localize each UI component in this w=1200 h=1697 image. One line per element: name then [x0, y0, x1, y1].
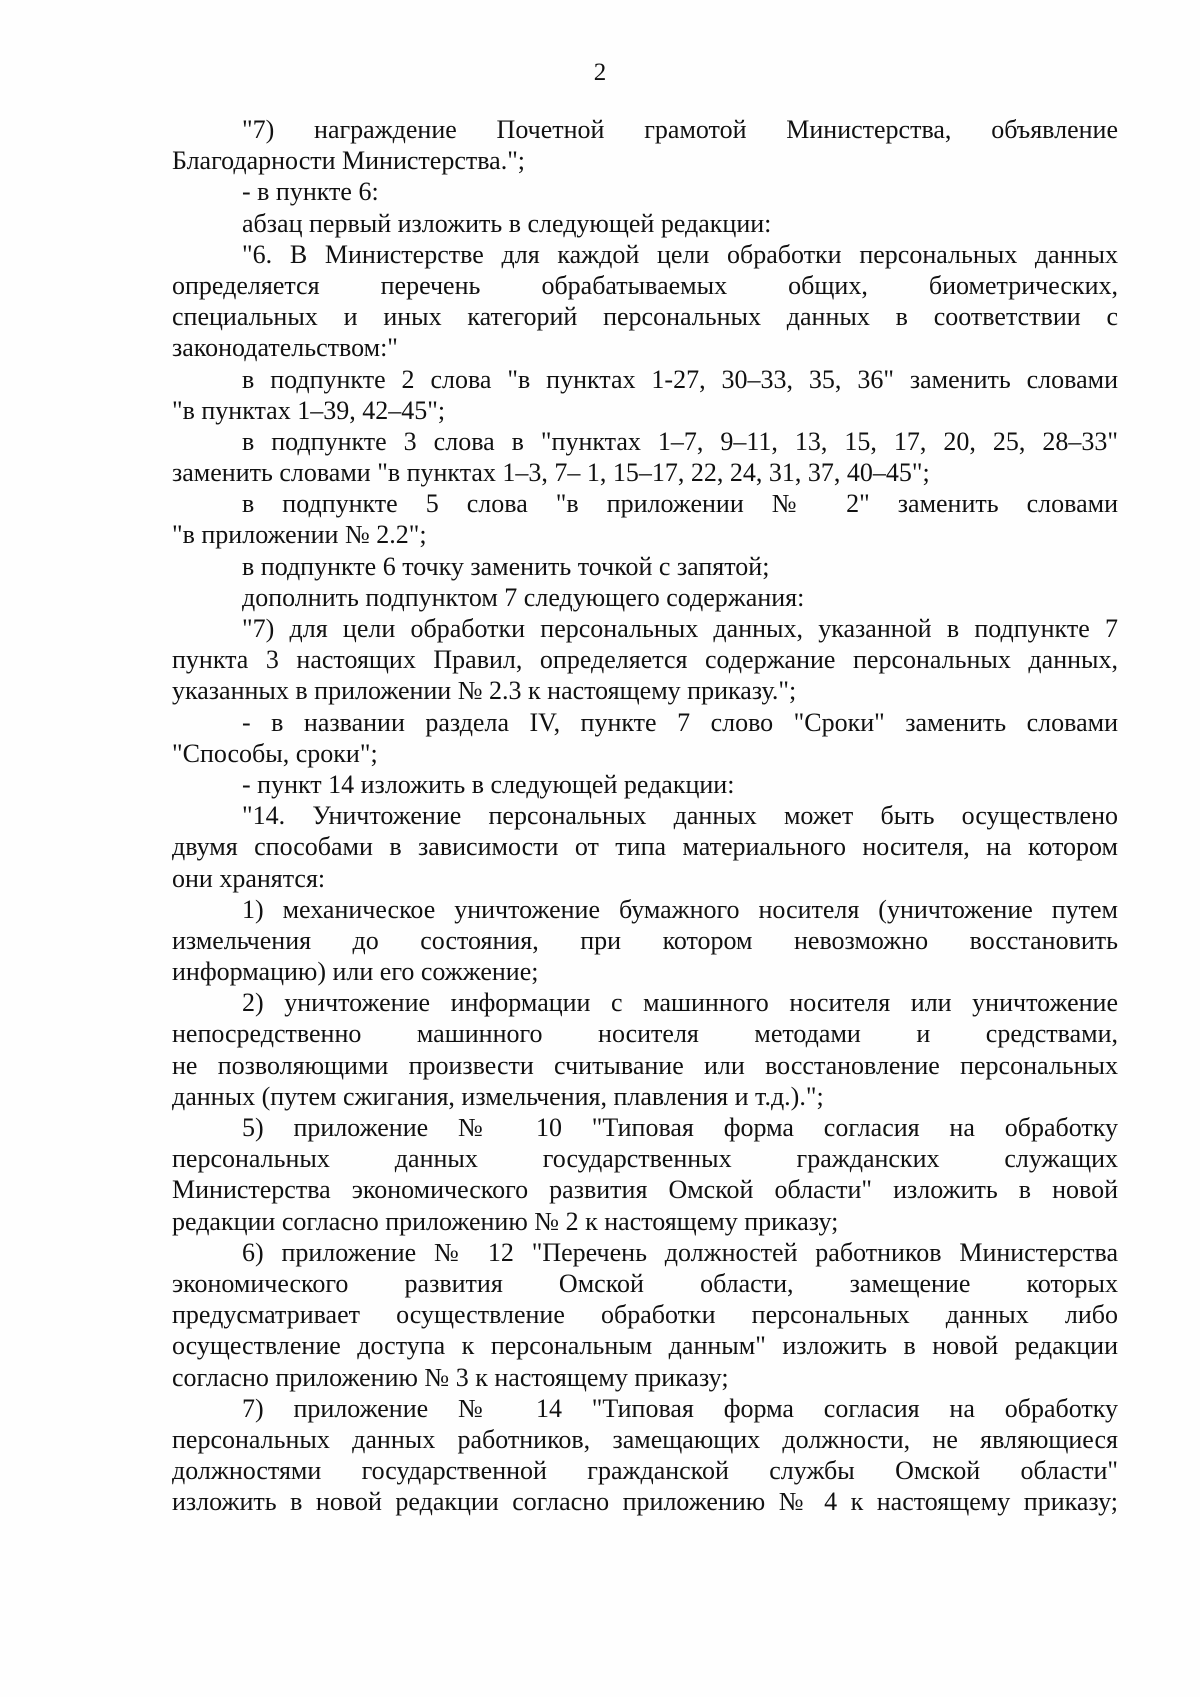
- text-line: в подпункте 5 слова "в приложении № 2" заменить словами: [242, 489, 1118, 519]
- text-line: в подпункте 6 точку заменить точкой с запятой;: [242, 551, 770, 581]
- text-line: пункта 3 настоящих Правил, определяется содержание персональных данных,: [172, 645, 1118, 675]
- text-line: двумя способами в зависимости от типа материального носителя, на котором: [172, 832, 1118, 862]
- text-line: изложить в новой редакции согласно приложению № 4 к настоящему приказу;: [172, 1487, 1118, 1517]
- text-line: согласно приложению № 3 к настоящему приказу;: [172, 1362, 729, 1392]
- text-line: информацию) или его сожжение;: [172, 957, 539, 987]
- text-line: дополнить подпунктом 7 следующего содержания:: [242, 582, 805, 612]
- text-line: 2) уничтожение информации с машинного носителя или уничтожение: [242, 988, 1118, 1018]
- text-line: 7) приложение № 14 "Типовая форма согласия на обработку: [242, 1393, 1118, 1423]
- text-line: "14. Уничтожение персональных данных может быть осуществлено: [242, 801, 1118, 831]
- text-line: не позволяющими произвести считывание или восстановление персональных: [172, 1050, 1118, 1080]
- text-line: заменить словами "в пунктах 1–3, 7– 1, 15–17, 22, 24, 31, 37, 40–45";: [172, 458, 930, 488]
- text-line: "6. В Министерстве для каждой цели обработки персональных данных: [242, 239, 1118, 269]
- text-line: - в пункте 6:: [242, 177, 379, 207]
- text-line: осуществление доступа к персональным данным" изложить в новой редакции: [172, 1331, 1118, 1361]
- text-line: определяется перечень обрабатываемых общих, биометрических,: [172, 270, 1118, 300]
- text-line: 5) приложение № 10 "Типовая форма согласия на обработку: [242, 1113, 1118, 1142]
- text-line: 1) механическое уничтожение бумажного носителя (уничтожение путем: [242, 894, 1118, 924]
- text-line: "Способы, сроки";: [172, 738, 378, 768]
- text-line: "7) для цели обработки персональных данных, указанной в подпункте 7: [242, 614, 1118, 643]
- text-line: они хранятся:: [172, 863, 326, 893]
- text-line: "в приложении № 2.2";: [172, 520, 427, 550]
- text-line: редакции согласно приложению № 2 к настоящему приказу;: [172, 1206, 839, 1236]
- text-line: - пункт 14 изложить в следующей редакции:: [242, 769, 735, 799]
- text-line: в подпункте 2 слова "в пунктах 1-27, 30–33, 35, 36" заменить словами: [242, 364, 1118, 394]
- text-line: непосредственно машинного носителя методами и средствами,: [172, 1019, 1118, 1049]
- page-number: 2: [593, 59, 607, 86]
- text-line: персональных данных работников, замещающих должности, не являющиеся: [172, 1424, 1118, 1454]
- text-line: персональных данных государственных гражданских служащих: [172, 1144, 1118, 1174]
- document-body: [172, 114, 1118, 1517]
- text-line: экономического развития Омской области, замещение которых: [172, 1268, 1118, 1298]
- text-line: абзац первый изложить в следующей редакции:: [242, 208, 772, 238]
- text-line: в подпункте 3 слова в "пунктах 1–7, 9–11, 13, 15, 17, 20, 25, 28–33": [242, 426, 1118, 456]
- text-line: "в пунктах 1–39, 42–45";: [172, 395, 446, 425]
- text-line: указанных в приложении № 2.3 к настоящему приказу.";: [172, 676, 797, 706]
- text-line: измельчения до состояния, при котором невозможно восстановить: [172, 925, 1118, 955]
- text-line: данных (путем сжигания, измельчения, плавления и т.д.).";: [172, 1081, 824, 1111]
- text-line: специальных и иных категорий персональных данных в соответствии с: [172, 302, 1118, 332]
- text-line: предусматривает осуществление обработки персональных данных либо: [172, 1300, 1118, 1330]
- text-line: 6) приложение № 12 "Перечень должностей работников Министерства: [242, 1237, 1118, 1267]
- text-line: Министерства экономического развития Омской области" изложить в новой: [172, 1175, 1118, 1205]
- text-line: "7) награждение Почетной грамотой Министерства, объявление: [242, 115, 1118, 144]
- text-line: - в названии раздела IV, пункте 7 слово "Сроки" заменить словами: [242, 707, 1118, 737]
- text-line: законодательством:": [172, 333, 398, 363]
- text-line: должностями государственной гражданской службы Омской области": [172, 1456, 1118, 1486]
- text-line: Благодарности Министерства.";: [172, 146, 526, 176]
